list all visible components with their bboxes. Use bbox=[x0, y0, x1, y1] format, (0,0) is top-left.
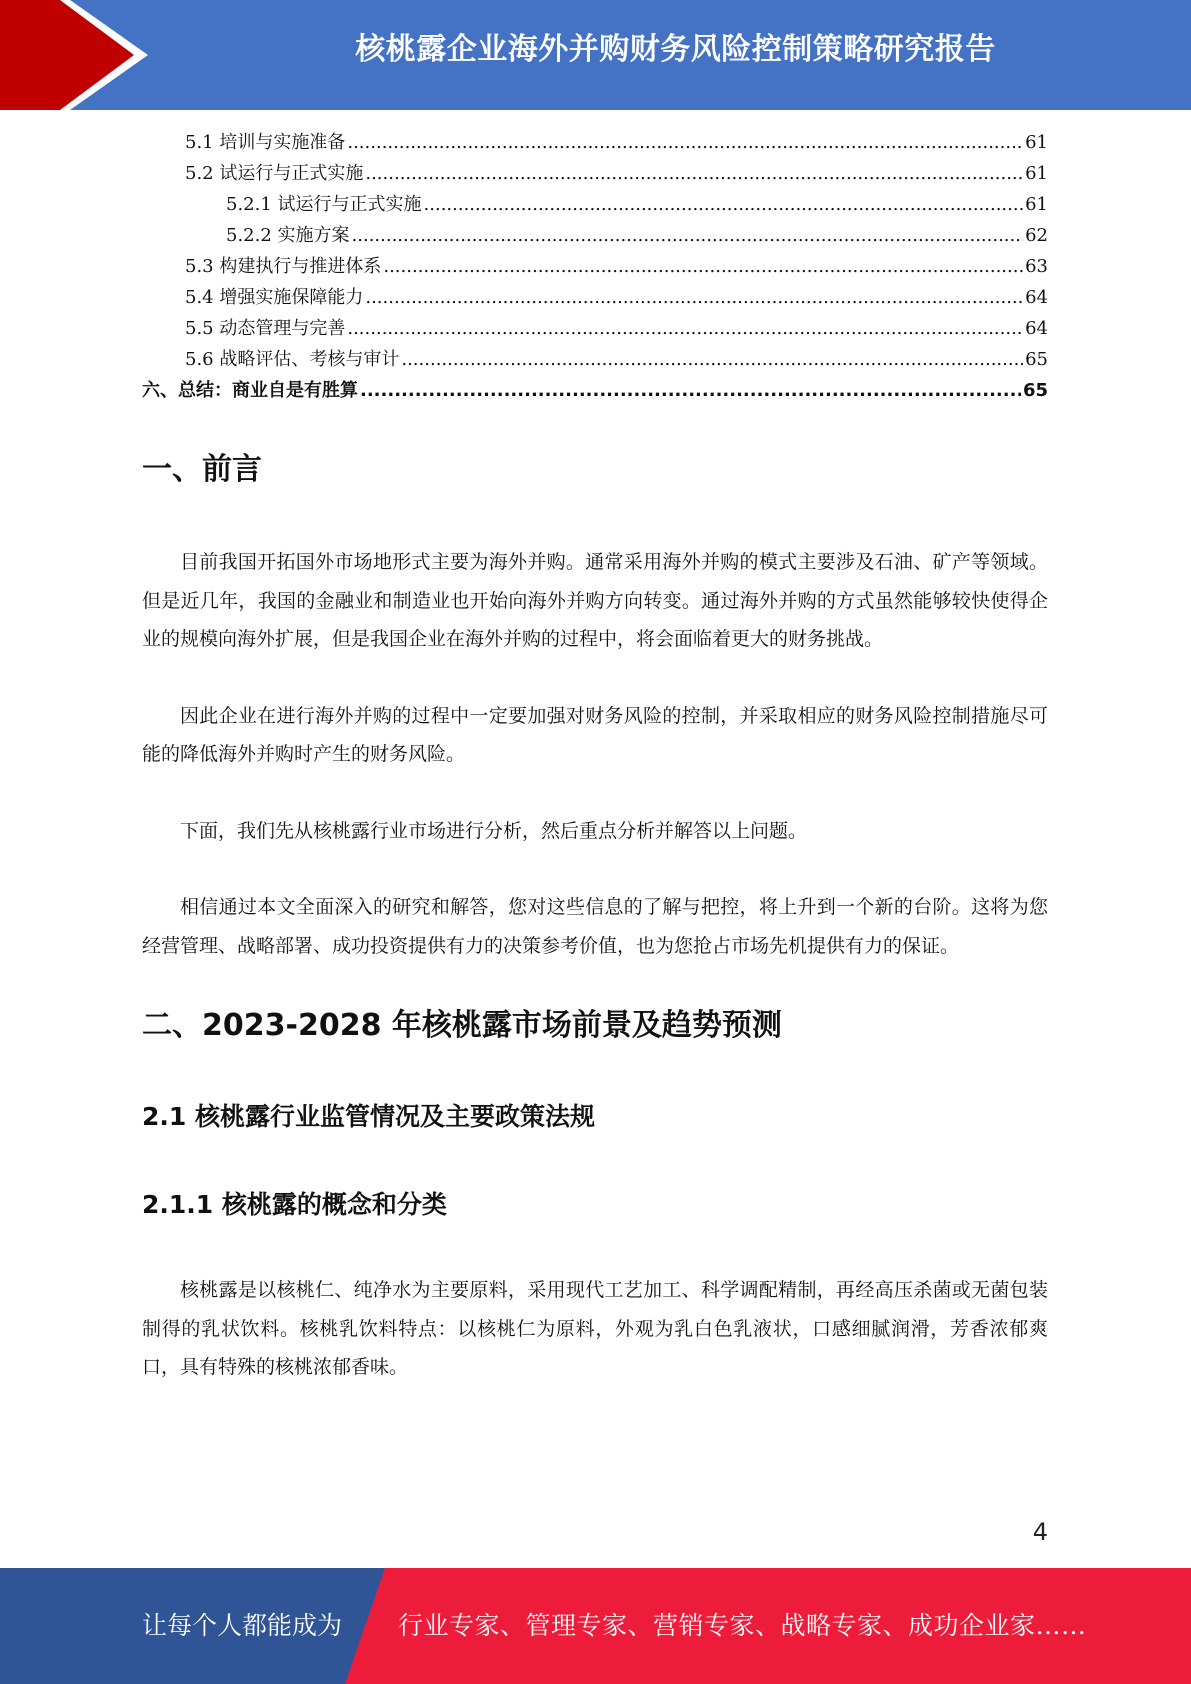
report-title: 核桃露企业海外并购财务风险控制策略研究报告 bbox=[355, 32, 996, 67]
toc-entry-page: 64 bbox=[1025, 287, 1048, 308]
toc-entry-page: 61 bbox=[1025, 132, 1048, 153]
toc-entry-label: 5.5 动态管理与完善 bbox=[185, 318, 346, 339]
toc-entry[interactable] bbox=[142, 282, 1048, 313]
toc-entry[interactable] bbox=[142, 127, 1048, 158]
toc-leader-dots bbox=[424, 189, 1024, 220]
page-header bbox=[0, 0, 1191, 110]
paragraph: 下面，我们先从核桃露行业市场进行分析，然后重点分析并解答以上问题。 bbox=[180, 819, 808, 842]
toc-entry-label: 5.1 培训与实施准备 bbox=[185, 132, 346, 153]
page-footer bbox=[0, 1568, 1191, 1684]
toc-entry[interactable] bbox=[142, 251, 1048, 282]
paragraph: 目前我国开拓国外市场地形式主要为海外并购。通常采用海外并购的模式主要涉及石油、矿产等领域。但是近几年，我国的金融业和制造业也开始向海外并购方向转变。通过海外并购的方式虽然能够较快使得企业的规模向海外扩展，但是我国企业在海外并购的过程中，将会面临着更大的财务挑战。 bbox=[142, 551, 1048, 650]
page-number: 4 bbox=[1032, 1518, 1048, 1546]
toc-entry[interactable] bbox=[142, 158, 1048, 189]
paragraph: 核桃露是以核桃仁、纯净水为主要原料，采用现代工艺加工、科学调配精制，再经高压杀菌或无菌包装制得的乳状饮料。核桃乳饮料特点：以核桃仁为原料，外观为乳白色乳液状，口感细腻润滑，芳香浓郁爽口，具有特殊的核桃浓郁香味。 bbox=[142, 1279, 1048, 1378]
footer-slogan-right: 行业专家、管理专家、营销专家、战略专家、成功企业家…… bbox=[398, 1611, 1087, 1640]
toc-leader-dots bbox=[347, 127, 1023, 158]
toc-entry[interactable] bbox=[142, 344, 1048, 375]
table-of-contents bbox=[142, 127, 1048, 406]
toc-entry[interactable] bbox=[142, 220, 1048, 251]
paragraph: 因此企业在进行海外并购的过程中一定要加强对财务风险的控制，并采取相应的财务风险控制措施尽可能的降低海外并购时产生的财务风险。 bbox=[142, 704, 1048, 765]
toc-entry[interactable] bbox=[142, 189, 1048, 220]
toc-entry-chapter[interactable] bbox=[142, 375, 1048, 406]
toc-entry-page: 61 bbox=[1025, 194, 1048, 215]
paragraph: 相信通过本文全面深入的研究和解答，您对这些信息的了解与把控，将上升到一个新的台阶。这将为您经营管理、战略部署、成功投资提供有力的决策参考价值，也为您抢占市场先机提供有力的保证。 bbox=[142, 896, 1048, 957]
toc-leader-dots bbox=[352, 220, 1024, 251]
subsection-heading-concept: 2.1.1 核桃露的概念和分类 bbox=[142, 1190, 447, 1219]
toc-entry-label: 5.2.1 试运行与正式实施 bbox=[226, 194, 422, 215]
toc-leader-dots bbox=[401, 344, 1023, 375]
toc-entry-label: 5.2.2 实施方案 bbox=[226, 225, 350, 246]
toc-leader-dots bbox=[365, 158, 1023, 189]
toc-entry-page: 62 bbox=[1025, 225, 1048, 246]
toc-entry-label: 5.4 增强实施保障能力 bbox=[185, 287, 364, 308]
toc-entry-label: 5.2 试运行与正式实施 bbox=[185, 163, 364, 184]
toc-entry-page: 65 bbox=[1022, 380, 1048, 401]
toc-leader-dots bbox=[383, 251, 1023, 282]
toc-entry-page: 64 bbox=[1025, 318, 1048, 339]
toc-leader-dots bbox=[365, 282, 1023, 313]
toc-entry-label: 5.6 战略评估、考核与审计 bbox=[185, 349, 400, 370]
toc-entry-page: 65 bbox=[1025, 349, 1048, 370]
footer-slogan-left: 让每个人都能成为 bbox=[142, 1611, 343, 1640]
subsection-heading-regulation: 2.1 核桃露行业监管情况及主要政策法规 bbox=[142, 1102, 595, 1131]
toc-entry-page: 63 bbox=[1025, 256, 1048, 277]
toc-leader-dots bbox=[347, 313, 1023, 344]
section-heading-preface: 一、前言 bbox=[142, 452, 262, 487]
toc-entry-label: 六、总结：商业自是有胜算 bbox=[142, 380, 358, 401]
section-heading-market-outlook: 二、2023-2028 年核桃露市场前景及趋势预测 bbox=[142, 1008, 782, 1043]
document-body bbox=[142, 445, 1048, 1387]
red-chevron-decoration bbox=[0, 0, 160, 110]
toc-entry-page: 61 bbox=[1025, 163, 1048, 184]
toc-entry-label: 5.3 构建执行与推进体系 bbox=[185, 256, 382, 277]
toc-entry[interactable] bbox=[142, 313, 1048, 344]
toc-leader-dots bbox=[360, 375, 1021, 406]
